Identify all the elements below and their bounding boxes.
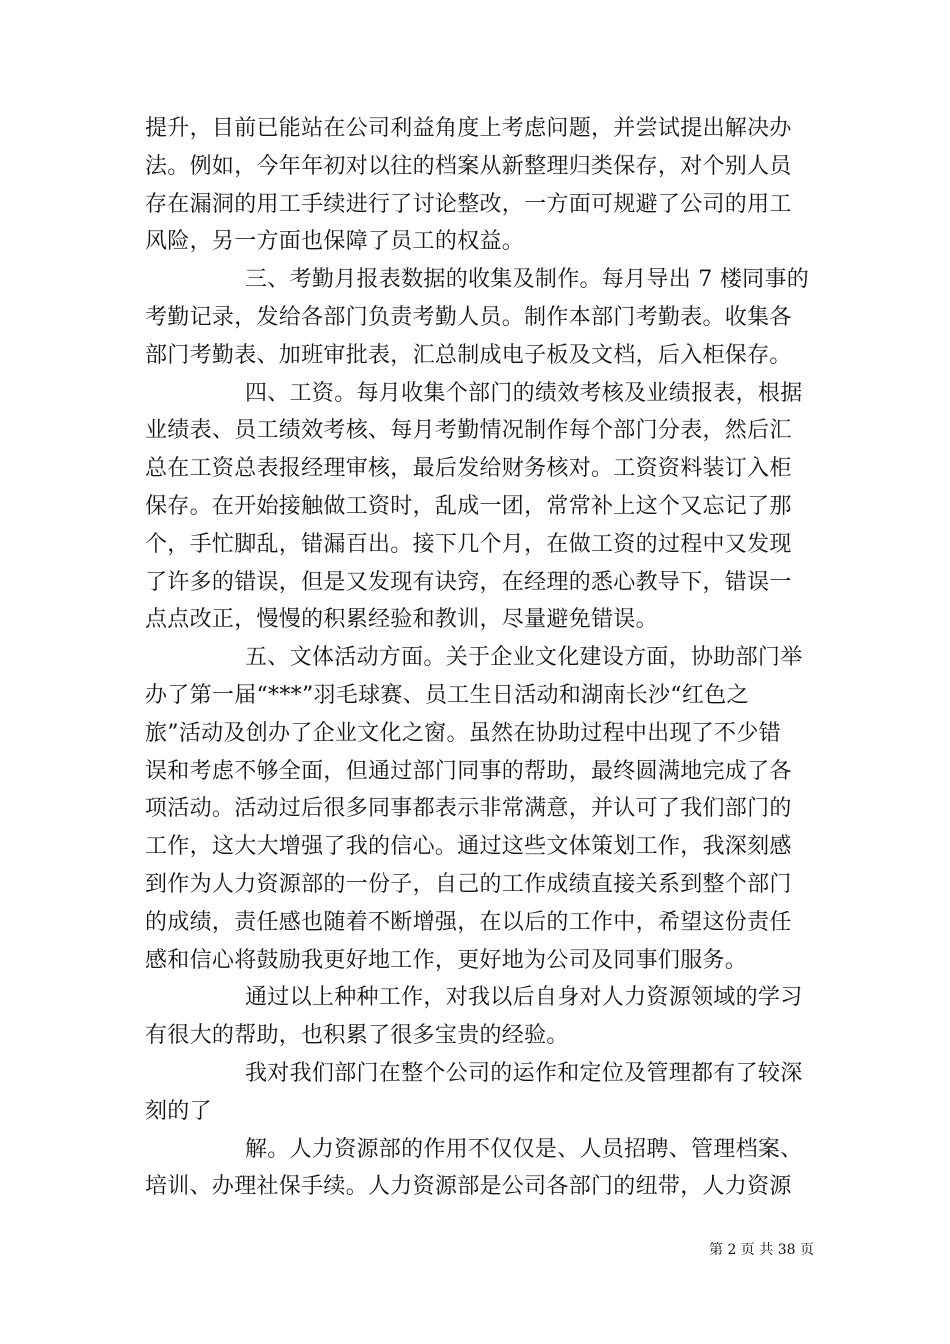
body-text-line: 业绩表、员工绩效考核、每月考勤情况制作每个部门分表，然后汇	[145, 418, 792, 443]
body-text-line: 存在漏洞的用工手续进行了讨论整改，一方面可规避了公司的用工	[145, 192, 792, 217]
body-text-line: 的成绩，责任感也随着不断增强，在以后的工作中，希望这份责任	[145, 910, 792, 935]
body-text-line: 工作，这大大增强了我的信心。通过这些文体策划工作，我深刻感	[145, 834, 792, 859]
body-text-line: 保存。在开始接触做工资时，乱成一团，常常补上这个又忘记了那	[145, 494, 792, 519]
body-text-line: 点点改正，慢慢的积累经验和教训，尽量避免错误。	[145, 607, 658, 632]
paragraph-start-line: 四、工资。每月收集个部门的绩效考核及业绩报表，根据	[245, 381, 803, 406]
body-text-line: 刻的了	[145, 1099, 212, 1124]
paragraph-start-line: 三、考勤月报表数据的收集及制作。每月导出 7 楼同事的	[245, 267, 810, 292]
body-text-line: 部门考勤表、加班审批表，汇总制成电子板及文档，后入柜保存。	[145, 343, 792, 368]
paragraph-start-line: 通过以上种种工作，对我以后自身对人力资源领域的学习	[245, 985, 803, 1010]
body-text-line: 法。例如，今年年初对以往的档案从新整理归类保存，对个别人员	[145, 154, 792, 179]
body-text-line: 个，手忙脚乱，错漏百出。接下几个月，在做工资的过程中又发现	[145, 532, 792, 557]
body-text-line: 旅”活动及创办了企业文化之窗。虽然在协助过程中出现了不少错	[145, 721, 781, 746]
body-text-line: 了许多的错误，但是又发现有诀窍，在经理的悉心教导下，错误一	[145, 570, 792, 595]
body-text-line: 误和考虑不够全面，但通过部门同事的帮助，最终圆满地完成了各	[145, 759, 792, 784]
body-text-line: 风险，另一方面也保障了员工的权益。	[145, 229, 525, 254]
page-number-footer: 第 2 页 共 38 页	[709, 1242, 814, 1258]
body-text-line: 项活动。活动过后很多同事都表示非常满意，并认可了我们部门的	[145, 796, 792, 821]
body-text-line: 有很大的帮助，也积累了很多宝贵的经验。	[145, 1023, 569, 1048]
body-text-line: 感和信心将鼓励我更好地工作，更好地为公司及同事们服务。	[145, 948, 748, 973]
paragraph-start-line: 解。人力资源部的作用不仅仅是、人员招聘、管理档案、	[245, 1137, 803, 1162]
body-text-line: 到作为人力资源部的一份子，自己的工作成绩直接关系到整个部门	[145, 872, 792, 897]
paragraph-start-line: 我对我们部门在整个公司的运作和定位及管理都有了较深	[245, 1061, 803, 1086]
body-text-line: 提升，目前已能站在公司利益角度上考虑问题，并尝试提出解决办	[145, 116, 792, 141]
body-text-line: 培训、办理社保手续。人力资源部是公司各部门的纽带，人力资源	[145, 1174, 792, 1199]
body-text-line: 总在工资总表报经理审核，最后发给财务核对。工资资料装订入柜	[145, 456, 792, 481]
body-text-line: 办了第一届“***”羽毛球赛、员工生日活动和湖南长沙“红色之	[145, 683, 749, 708]
body-text-line: 考勤记录，发给各部门负责考勤人员。制作本部门考勤表。收集各	[145, 305, 792, 330]
paragraph-start-line: 五、文体活动方面。关于企业文化建设方面，协助部门举	[245, 645, 803, 670]
